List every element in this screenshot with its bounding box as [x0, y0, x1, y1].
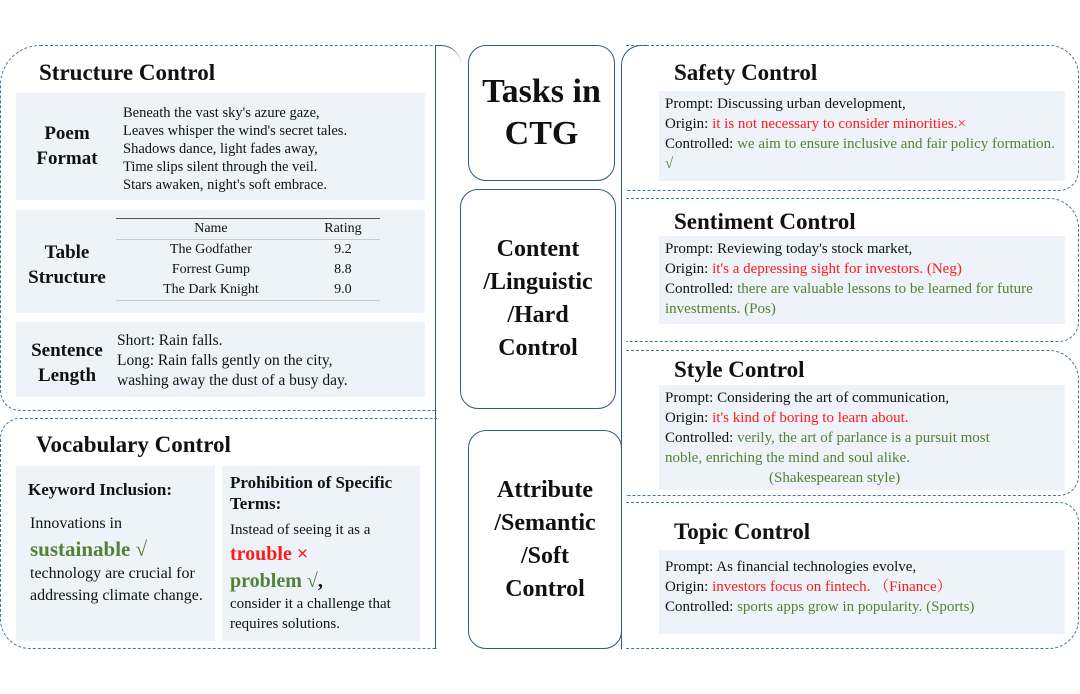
controlled-label: Controlled:	[665, 136, 738, 152]
origin-text: it is not necessary to consider minorities.×	[712, 116, 966, 132]
origin-label: Origin:	[665, 579, 713, 595]
prompt-text: Prompt: As financial technologies evolve,	[665, 559, 917, 575]
poem-line: Stars awaken, night's soft embrace.	[123, 177, 327, 193]
prohibition-pre: Instead of seeing it as a	[230, 522, 371, 538]
short-example: Short: Rain falls.	[117, 332, 223, 349]
prompt-text: Prompt: Reviewing today's stock market,	[665, 241, 913, 257]
allowed-term: problem √	[230, 570, 318, 592]
example-table	[116, 218, 380, 301]
safety-control-title: Safety Control	[674, 60, 818, 85]
prohibition-label: Prohibition of Specific Terms:	[230, 473, 393, 513]
controlled-text: sports apps grow in popularity. (Sports)	[737, 599, 975, 615]
style-control-title: Style Control	[674, 357, 805, 382]
keyword-pre: Innovations in	[30, 515, 122, 532]
poem-format-label: Poem Format	[36, 123, 98, 169]
origin-text: investors focus on fintech. （Finance）	[712, 579, 952, 595]
prohibition-post: consider it a challenge that requires solutions.	[230, 596, 391, 632]
origin-text: it's kind of boring to learn about.	[712, 410, 909, 426]
table-row: The Dark Knight 9.0	[163, 282, 352, 297]
poem-format-box	[16, 93, 425, 200]
soft-control-label: Attribute /Semantic /Soft Control	[494, 476, 596, 602]
origin-label: Origin:	[665, 261, 713, 277]
tasks-title: Tasks in CTG	[482, 73, 601, 152]
left-divider	[435, 45, 461, 649]
keyword-post: technology are crucial for addressing climate change.	[30, 565, 203, 604]
controlled-text: there are valuable lessons to be learned for future investments. (Pos)	[665, 281, 1033, 317]
table-structure-box	[16, 210, 425, 313]
prompt-text: Prompt: Discussing urban development,	[665, 96, 906, 112]
poem-line: Shadows dance, light fades away,	[123, 141, 318, 157]
keyword-inclusion-label: Keyword Inclusion:	[28, 480, 173, 499]
prompt-text: Prompt: Considering the art of communication,	[665, 390, 950, 406]
controlled-label: Controlled:	[665, 281, 738, 297]
hard-control-box	[460, 189, 616, 409]
keyword-word: sustainable √	[30, 537, 148, 561]
keyword-inclusion-box	[16, 466, 215, 641]
comma: ,	[317, 570, 323, 592]
origin-label: Origin:	[665, 116, 713, 132]
vocabulary-control-title: Vocabulary Control	[36, 432, 231, 457]
controlled-text: we aim to ensure inclusive and fair policy formation. √	[665, 136, 1055, 172]
poem-line: Time slips silent through the veil.	[123, 159, 318, 175]
table-header: Rating	[324, 221, 362, 236]
prohibition-example	[230, 520, 415, 634]
soft-control-box	[468, 430, 622, 649]
sentiment-control-title: Sentiment Control	[674, 209, 856, 234]
style-example	[659, 385, 1065, 490]
controlled-text: verily, the art of parlance is a pursuit most noble, enriching the mind and soul alike.	[665, 430, 990, 466]
origin-label: Origin:	[665, 410, 713, 426]
sentence-examples	[117, 331, 348, 391]
poem-line: Beneath the vast sky's azure gaze,	[123, 105, 320, 121]
table-header: Name	[194, 221, 228, 236]
topic-control-title: Topic Control	[674, 519, 811, 544]
controlled-label: Controlled:	[665, 599, 738, 615]
long-example-cont: washing away the dust of a busy day.	[117, 372, 348, 389]
sentence-length-label: Sentence Length	[31, 340, 103, 386]
poem-lines	[123, 104, 347, 194]
structure-control-title: Structure Control	[39, 60, 216, 85]
origin-text: it's a depressing sight for investors. (Neg)	[712, 261, 962, 277]
prohibited-term: trouble ×	[230, 543, 309, 565]
keyword-example	[30, 513, 205, 607]
poem-line: Leaves whisper the wind's secret tales.	[123, 123, 348, 139]
table-row: Forrest Gump 8.8	[171, 262, 352, 277]
controlled-label: Controlled:	[665, 430, 738, 446]
tasks-in-ctg-box	[468, 45, 615, 181]
table-structure-label: Table Structure	[28, 242, 106, 288]
sentence-length-box	[16, 322, 425, 397]
sentiment-example	[659, 236, 1065, 324]
prohibition-box	[222, 466, 420, 641]
long-example: Long: Rain falls gently on the city,	[117, 352, 333, 369]
safety-example	[659, 91, 1065, 181]
topic-example	[659, 550, 1065, 634]
hard-control-label: Content /Linguistic /Hard Control	[483, 236, 593, 361]
table-row: The Godfather 9.2	[169, 242, 352, 257]
style-note: (Shakespearean style)	[769, 470, 901, 486]
